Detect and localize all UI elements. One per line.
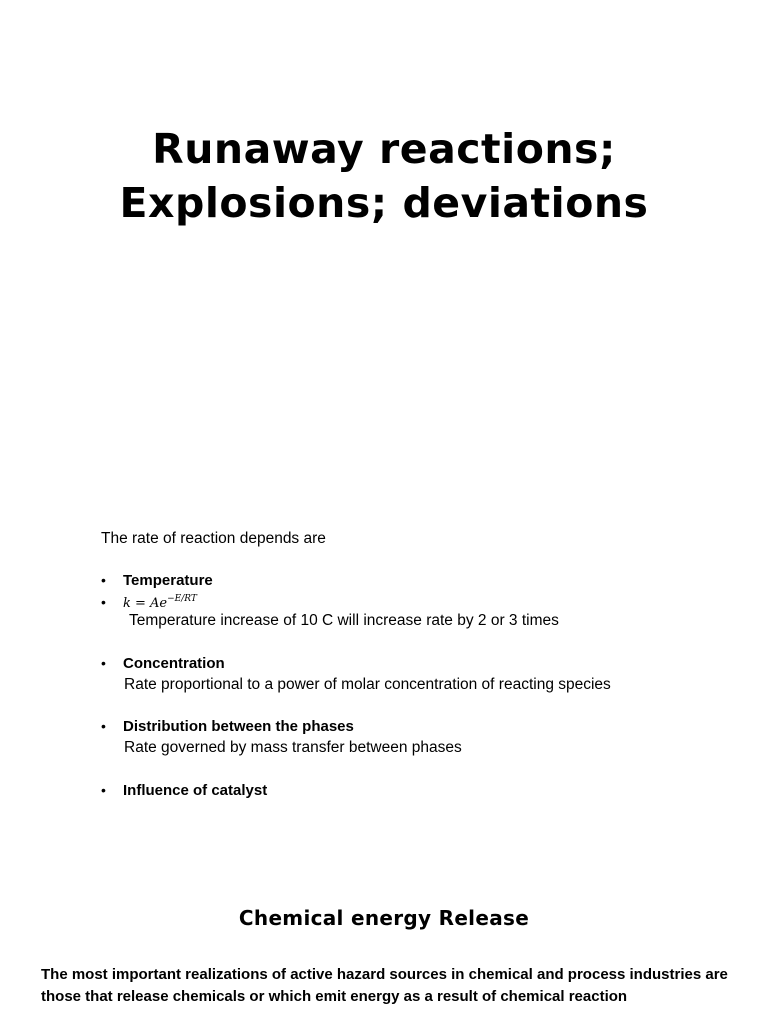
- distribution-detail: Rate governed by mass transfer between phases: [124, 739, 462, 756]
- page-title: [0, 122, 768, 230]
- bullet-label: Distribution between the phases: [123, 718, 354, 735]
- bullet-catalyst: [101, 781, 267, 800]
- bullet-concentration: [101, 654, 225, 673]
- temperature-detail: Temperature increase of 10 C will increase rate by 2 or 3 times: [129, 612, 559, 629]
- bullet-temperature: [101, 571, 213, 590]
- bullet-label: Concentration: [123, 655, 225, 672]
- body-paragraph: The most important realizations of active hazard sources in chemical and process industries are those that release chemicals or which emit energy as a result of chemical reaction: [41, 966, 728, 1005]
- title-line-1: Runaway reactions;: [152, 125, 616, 173]
- bullet-label: Temperature: [123, 572, 213, 589]
- section-title: Chemical energy Release: [238, 906, 530, 930]
- rate-formula: [123, 596, 197, 611]
- bullet-distribution: [101, 717, 354, 736]
- bullet-formula: [101, 590, 197, 613]
- formula-lhs: k = Ae: [123, 596, 168, 611]
- bullet-dot: •: [101, 718, 106, 734]
- intro-text: The rate of reaction depends are: [101, 530, 326, 547]
- bullet-dot: •: [101, 782, 106, 798]
- bullet-dot: •: [101, 594, 106, 610]
- bullet-label: Influence of catalyst: [123, 782, 268, 799]
- title-line-2: Explosions; deviations: [119, 179, 649, 227]
- bullet-dot: •: [101, 572, 106, 588]
- concentration-detail: Rate proportional to a power of molar concentration of reacting species: [124, 676, 611, 693]
- formula-exponent: −E/RT: [167, 594, 197, 604]
- bullet-dot: •: [101, 655, 106, 671]
